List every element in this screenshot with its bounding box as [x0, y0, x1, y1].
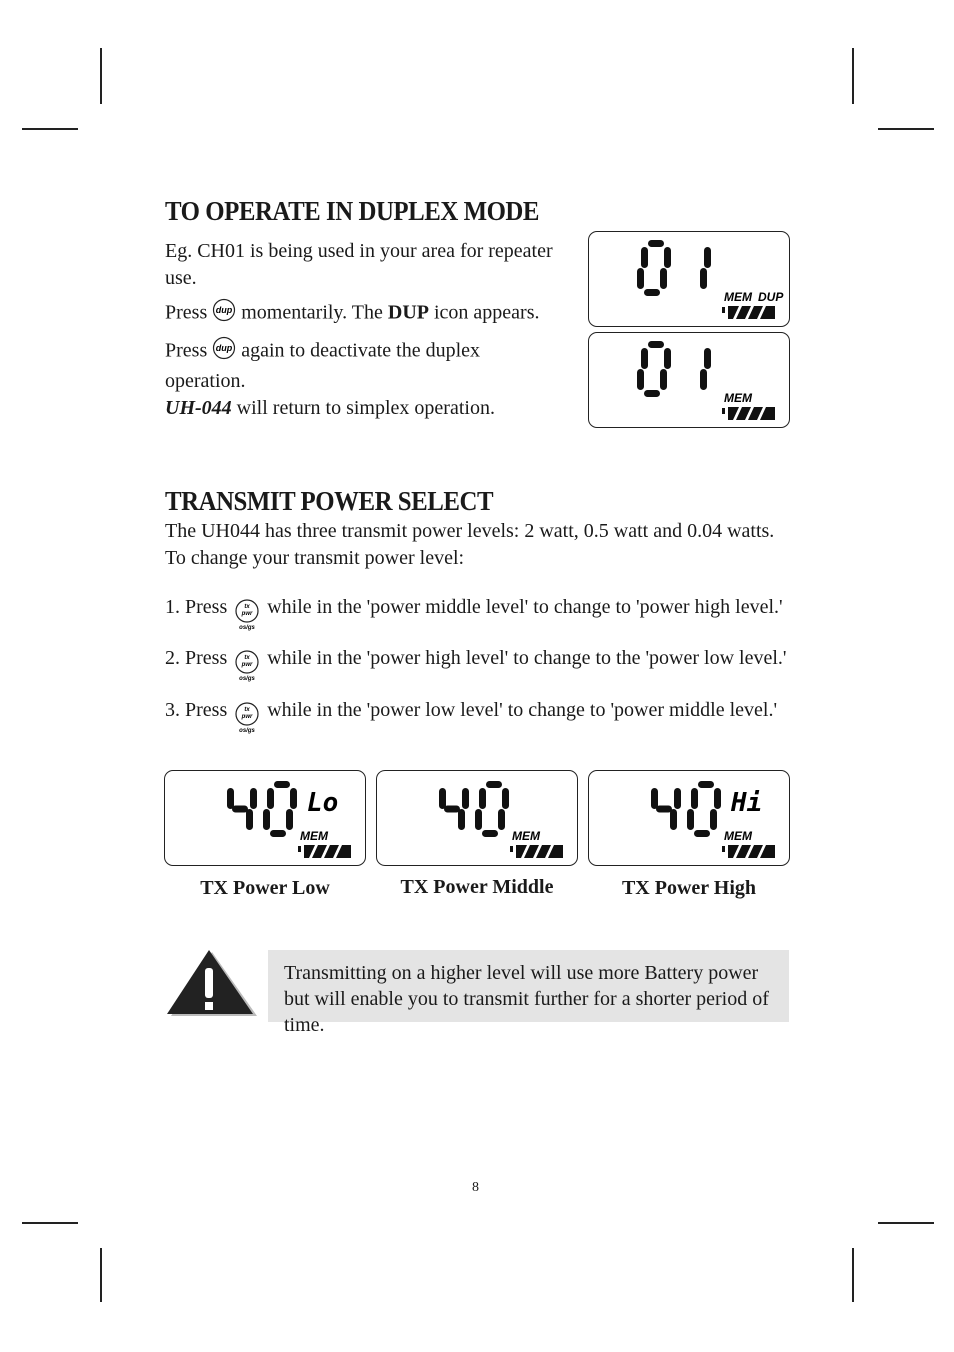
- digit-segment: [475, 809, 482, 830]
- digit-segment: [641, 348, 648, 369]
- lcd-display-duplex-on: [588, 231, 790, 327]
- svg-text:pwr: pwr: [241, 662, 253, 669]
- duplex-line2: [165, 298, 565, 330]
- lcd-display-duplex-off: [588, 332, 790, 428]
- digit-segment: [704, 247, 711, 268]
- digit-segment: [694, 830, 710, 837]
- digit-segment: [710, 809, 717, 830]
- digit-segment: [637, 268, 644, 289]
- step-text: while in the 'power low level' to change to 'power middle level.': [267, 699, 778, 721]
- press-label: Press: [165, 339, 208, 362]
- digit-segment: [246, 809, 253, 830]
- model-name: UH-044: [165, 397, 232, 419]
- warning-box: [268, 950, 789, 1036]
- tx-pwr-button-icon: [232, 594, 262, 632]
- battery-indicator: [722, 845, 775, 858]
- step-text: while in the 'power high level' to change to the 'power low level.': [267, 647, 787, 669]
- digit-segment: [479, 788, 486, 809]
- svg-text:os/gs: os/gs: [239, 676, 256, 683]
- svg-text:dup: dup: [215, 305, 233, 315]
- power-step: [165, 645, 805, 683]
- channel-digits: [637, 240, 711, 296]
- tx-power-caption: TX Power High: [621, 877, 757, 899]
- digit-segment: [644, 390, 660, 397]
- svg-text:pwr: pwr: [241, 611, 253, 618]
- svg-text:tx: tx: [244, 655, 250, 662]
- digit-segment: [444, 806, 460, 813]
- step-prefix: 3. Press: [165, 699, 228, 721]
- power-intro: The UH044 has three transmit power levels: 2 watt, 0.5 watt and 0.04 watts. To change your transmit power level:: [165, 520, 775, 569]
- digit-segment: [648, 341, 664, 348]
- duplex-line1: Eg. CH01 is being used in your area for repeater use.: [165, 240, 553, 289]
- digit-segment: [660, 268, 667, 289]
- channel-digits: [439, 781, 509, 837]
- battery-indicator: [298, 845, 351, 858]
- dup-button-icon: [212, 298, 236, 330]
- svg-text:dup: dup: [215, 343, 233, 353]
- digit-segment: [270, 830, 286, 837]
- digit-segment: [502, 788, 509, 809]
- digit-segment: [274, 781, 290, 788]
- battery-indicator: [722, 407, 775, 420]
- step-prefix: 1. Press: [165, 596, 228, 618]
- lcd-display-tx-power: [588, 770, 790, 866]
- digit-segment: [656, 806, 672, 813]
- power-step: [165, 594, 805, 632]
- digit-segment: [670, 809, 677, 830]
- duplex-line4: [165, 395, 565, 422]
- crop-mark: [852, 48, 854, 104]
- digit-segment: [691, 788, 698, 809]
- crop-mark: [22, 128, 78, 130]
- warning-icon: [165, 950, 257, 1020]
- press-label: Press: [165, 301, 208, 324]
- digit-segment: [687, 809, 694, 830]
- digit-segment: [700, 268, 707, 289]
- channel-digits: [637, 341, 711, 397]
- deactivate-text: again to deactivate the duplex operation.: [165, 339, 481, 392]
- crop-mark: [878, 1222, 934, 1224]
- digit-segment: [498, 809, 505, 830]
- crop-mark: [852, 1248, 854, 1302]
- digit-segment: [486, 781, 502, 788]
- crop-mark: [22, 1222, 78, 1224]
- power-step: [165, 697, 805, 735]
- tx-pwr-button-icon: [232, 697, 262, 735]
- power-level-indicator: Lo: [307, 788, 339, 818]
- step-prefix: 2. Press: [165, 647, 228, 669]
- digit-segment: [704, 348, 711, 369]
- digit-segment: [664, 348, 671, 369]
- digit-segment: [482, 830, 498, 837]
- mem-label: MEM: [512, 829, 540, 843]
- svg-text:pwr: pwr: [241, 714, 253, 721]
- digit-segment: [439, 788, 446, 809]
- digit-segment: [664, 247, 671, 268]
- duplex-paragraph: [165, 238, 565, 422]
- icon-appears-text: icon appears.: [433, 301, 540, 324]
- digit-segment: [674, 788, 681, 809]
- duplex-title: TO OPERATE IN DUPLEX MODE: [165, 196, 540, 226]
- power-level-indicator: Hi: [731, 788, 763, 818]
- digit-segment: [227, 788, 234, 809]
- mem-label: MEM: [724, 829, 752, 843]
- digit-segment: [644, 289, 660, 296]
- svg-text:os/gs: os/gs: [239, 728, 256, 735]
- digit-segment: [462, 788, 469, 809]
- channel-digits: [227, 781, 297, 837]
- svg-text:tx: tx: [244, 604, 250, 611]
- simplex-text: will return to simplex operation.: [236, 397, 495, 419]
- digit-segment: [651, 788, 658, 809]
- lcd-display-tx-power: [164, 770, 366, 866]
- lcd-display-tx-power: [376, 770, 578, 866]
- digit-segment: [263, 809, 270, 830]
- channel-digits: [651, 781, 721, 837]
- mem-dup-label: MEM DUP: [724, 290, 784, 304]
- crop-mark: [878, 128, 934, 130]
- svg-text:os/gs: os/gs: [239, 625, 256, 632]
- crop-mark: [100, 48, 102, 104]
- digit-segment: [286, 809, 293, 830]
- digit-segment: [458, 809, 465, 830]
- digit-segment: [290, 788, 297, 809]
- battery-indicator: [510, 845, 563, 858]
- digit-segment: [637, 369, 644, 390]
- tx-pwr-button-icon: [232, 645, 262, 683]
- digit-segment: [267, 788, 274, 809]
- power-title: TRANSMIT POWER SELECT: [165, 486, 494, 516]
- dup-button-icon: [212, 336, 236, 368]
- mem-label: MEM: [724, 391, 752, 405]
- crop-mark: [100, 1248, 102, 1302]
- page-number: 8: [472, 1180, 479, 1195]
- digit-segment: [698, 781, 714, 788]
- battery-indicator: [722, 306, 775, 319]
- tx-power-caption: TX Power Low: [200, 877, 330, 899]
- digit-segment: [641, 247, 648, 268]
- digit-segment: [660, 369, 667, 390]
- digit-segment: [250, 788, 257, 809]
- duplex-line3: [165, 336, 565, 395]
- digit-segment: [648, 240, 664, 247]
- momentarily-text: momentarily. The: [241, 301, 383, 324]
- mem-label: MEM: [300, 829, 328, 843]
- svg-text:tx: tx: [244, 707, 250, 714]
- step-text: while in the 'power middle level' to change to 'power high level.': [267, 596, 783, 618]
- dup-label: DUP: [387, 301, 429, 324]
- warning-text: Transmitting on a higher level will use more Battery power but will enable you to transmit further for a shorter period of time.: [284, 962, 769, 1036]
- digit-segment: [700, 369, 707, 390]
- tx-power-caption: TX Power Middle: [400, 876, 554, 898]
- digit-segment: [714, 788, 721, 809]
- digit-segment: [232, 806, 248, 813]
